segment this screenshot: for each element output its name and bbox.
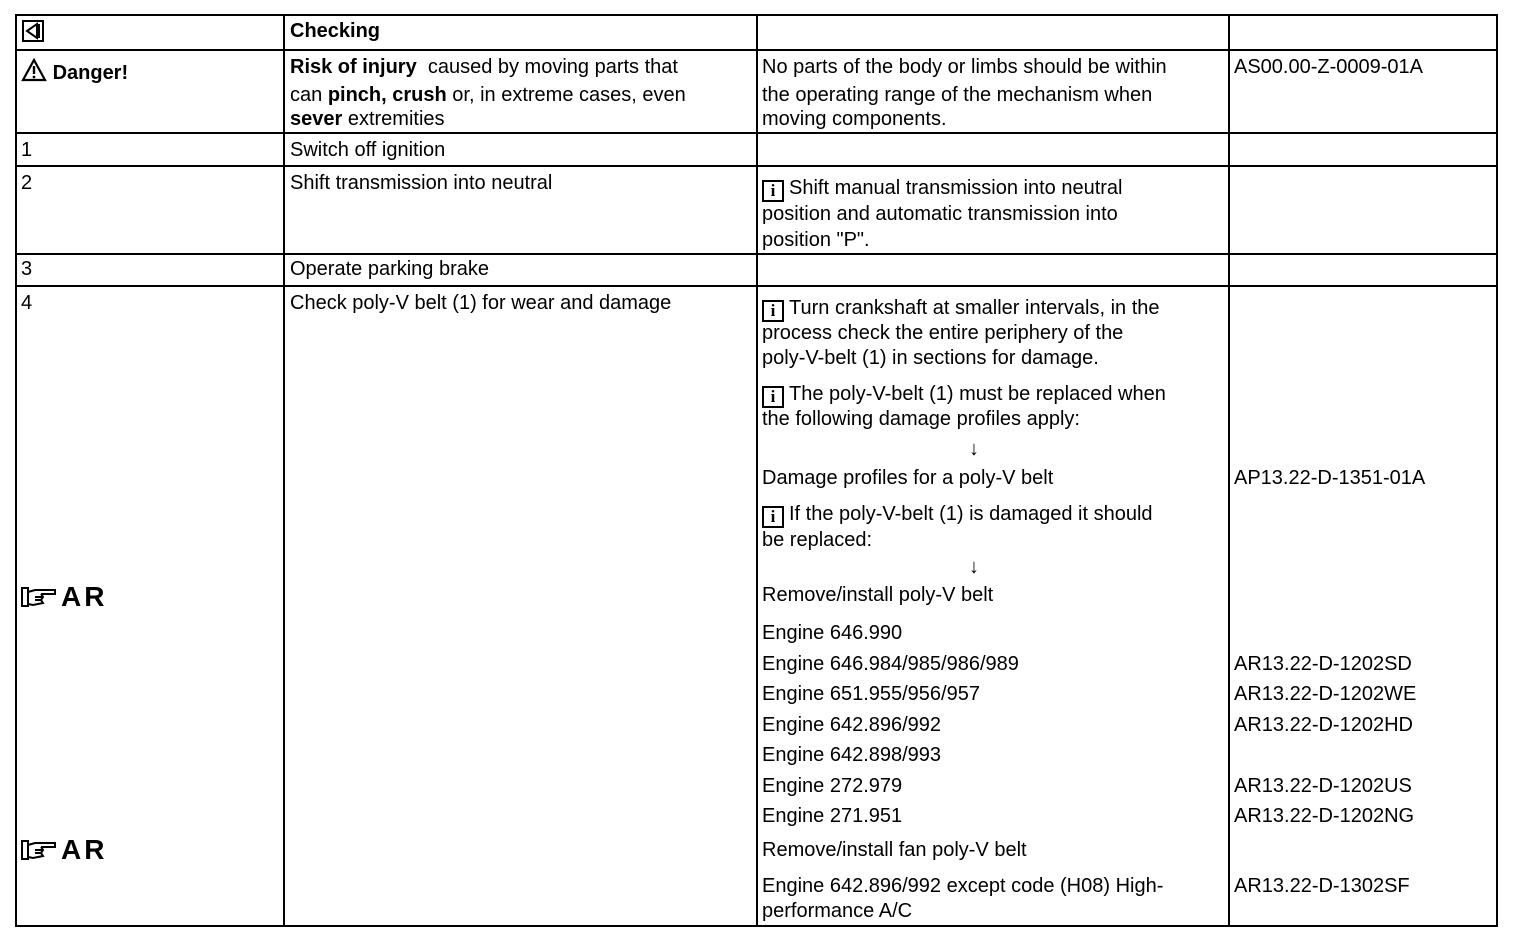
engine-row: Engine 272.979 bbox=[762, 775, 903, 797]
pointing-hand-icon bbox=[21, 839, 57, 861]
engine-row: Engine 651.955/956/957 bbox=[762, 683, 980, 705]
step-number: 1 bbox=[21, 139, 33, 161]
table-border-right bbox=[1496, 14, 1498, 927]
danger-text-line-3: sever extremities bbox=[290, 108, 445, 130]
step-action: Switch off ignition bbox=[290, 139, 446, 161]
step-note-line: position and automatic transmission into bbox=[762, 203, 1118, 225]
arrow-down-icon: ↓ bbox=[969, 438, 979, 460]
step4-note-line: i Turn crankshaft at smaller intervals, in the bbox=[762, 296, 1160, 322]
ar-marker: AR bbox=[21, 583, 107, 611]
danger-label-cell bbox=[21, 58, 128, 85]
step-number: 3 bbox=[21, 258, 33, 280]
danger-measure-line-2: the operating range of the mechanism when bbox=[762, 84, 1153, 106]
step4-note-line: the following damage profiles apply: bbox=[762, 408, 1080, 430]
danger-text-line-2: can pinch, crush or, in extreme cases, even bbox=[290, 84, 686, 106]
engine-reference-link[interactable]: AR13.22-D-1202HD bbox=[1234, 714, 1413, 736]
remove-install-fan-link[interactable]: Remove/install fan poly-V belt bbox=[762, 839, 1027, 861]
danger-measure-line-3: moving components. bbox=[762, 108, 947, 130]
engine-reference-link[interactable]: AR13.22-D-1202NG bbox=[1234, 805, 1415, 827]
table-border-top bbox=[15, 14, 1498, 16]
table-border-left bbox=[15, 14, 17, 927]
fan-engine-reference-link[interactable]: AR13.22-D-1302SF bbox=[1234, 875, 1410, 897]
row-divider bbox=[15, 253, 1498, 255]
info-icon: i bbox=[762, 506, 784, 528]
step-note-line: i Shift manual transmission into neutral bbox=[762, 176, 1123, 202]
step4-note-line: i The poly-V-belt (1) must be replaced when bbox=[762, 382, 1166, 408]
back-icon[interactable] bbox=[22, 20, 44, 42]
step-action: Shift transmission into neutral bbox=[290, 172, 553, 194]
column-divider bbox=[283, 14, 285, 927]
danger-reference-link[interactable]: AS00.00-Z-0009-01A bbox=[1234, 56, 1424, 78]
row-divider bbox=[15, 132, 1498, 134]
fan-engine-line: Engine 642.896/992 except code (H08) High- bbox=[762, 875, 1164, 897]
step-number: 2 bbox=[21, 172, 33, 194]
step-number: 4 bbox=[21, 292, 33, 314]
remove-install-link[interactable]: Remove/install poly-V belt bbox=[762, 584, 994, 606]
danger-label: Danger! bbox=[52, 62, 129, 84]
step4-note-line: be replaced: bbox=[762, 529, 873, 551]
info-icon: i bbox=[762, 300, 784, 322]
engine-row: Engine 642.898/993 bbox=[762, 744, 942, 766]
engine-row: Engine 271.951 bbox=[762, 805, 903, 827]
step4-note-line: i If the poly-V-belt (1) is damaged it should bbox=[762, 502, 1153, 528]
engine-row: Engine 646.990 bbox=[762, 622, 903, 644]
step-action: Operate parking brake bbox=[290, 258, 490, 280]
step4-note-line: process check the entire periphery of the bbox=[762, 322, 1124, 344]
damage-profiles-link[interactable]: Damage profiles for a poly-V belt bbox=[762, 467, 1054, 489]
pointing-hand-icon bbox=[21, 586, 57, 608]
row-divider bbox=[15, 49, 1498, 51]
info-icon: i bbox=[762, 180, 784, 202]
info-icon: i bbox=[762, 386, 784, 408]
fan-engine-line: performance A/C bbox=[762, 900, 913, 922]
procedure-table bbox=[15, 14, 1498, 927]
danger-measure-line-1: No parts of the body or limbs should be within bbox=[762, 56, 1167, 78]
table-border-bottom bbox=[15, 925, 1498, 927]
column-divider bbox=[1228, 14, 1230, 927]
page-title: Checking bbox=[290, 20, 381, 42]
engine-row: Engine 646.984/985/986/989 bbox=[762, 653, 1019, 675]
damage-profiles-reference[interactable]: AP13.22-D-1351-01A bbox=[1234, 467, 1426, 489]
engine-row: Engine 642.896/992 bbox=[762, 714, 942, 736]
row-divider bbox=[15, 285, 1498, 287]
arrow-down-icon: ↓ bbox=[969, 556, 979, 578]
engine-reference-link[interactable]: AR13.22-D-1202WE bbox=[1234, 683, 1417, 705]
engine-reference-link[interactable]: AR13.22-D-1202US bbox=[1234, 775, 1412, 797]
warning-triangle-icon bbox=[21, 58, 47, 82]
step4-note-line: poly-V-belt (1) in sections for damage. bbox=[762, 347, 1099, 369]
row-divider bbox=[15, 165, 1498, 167]
column-divider bbox=[756, 14, 758, 927]
danger-text-line-1: Risk of injury caused by moving parts that bbox=[290, 56, 678, 78]
step-action: Check poly-V belt (1) for wear and damage bbox=[290, 292, 672, 314]
engine-reference-link[interactable]: AR13.22-D-1202SD bbox=[1234, 653, 1412, 675]
step-note-line: position "P". bbox=[762, 229, 870, 251]
ar-marker: AR bbox=[21, 836, 107, 864]
